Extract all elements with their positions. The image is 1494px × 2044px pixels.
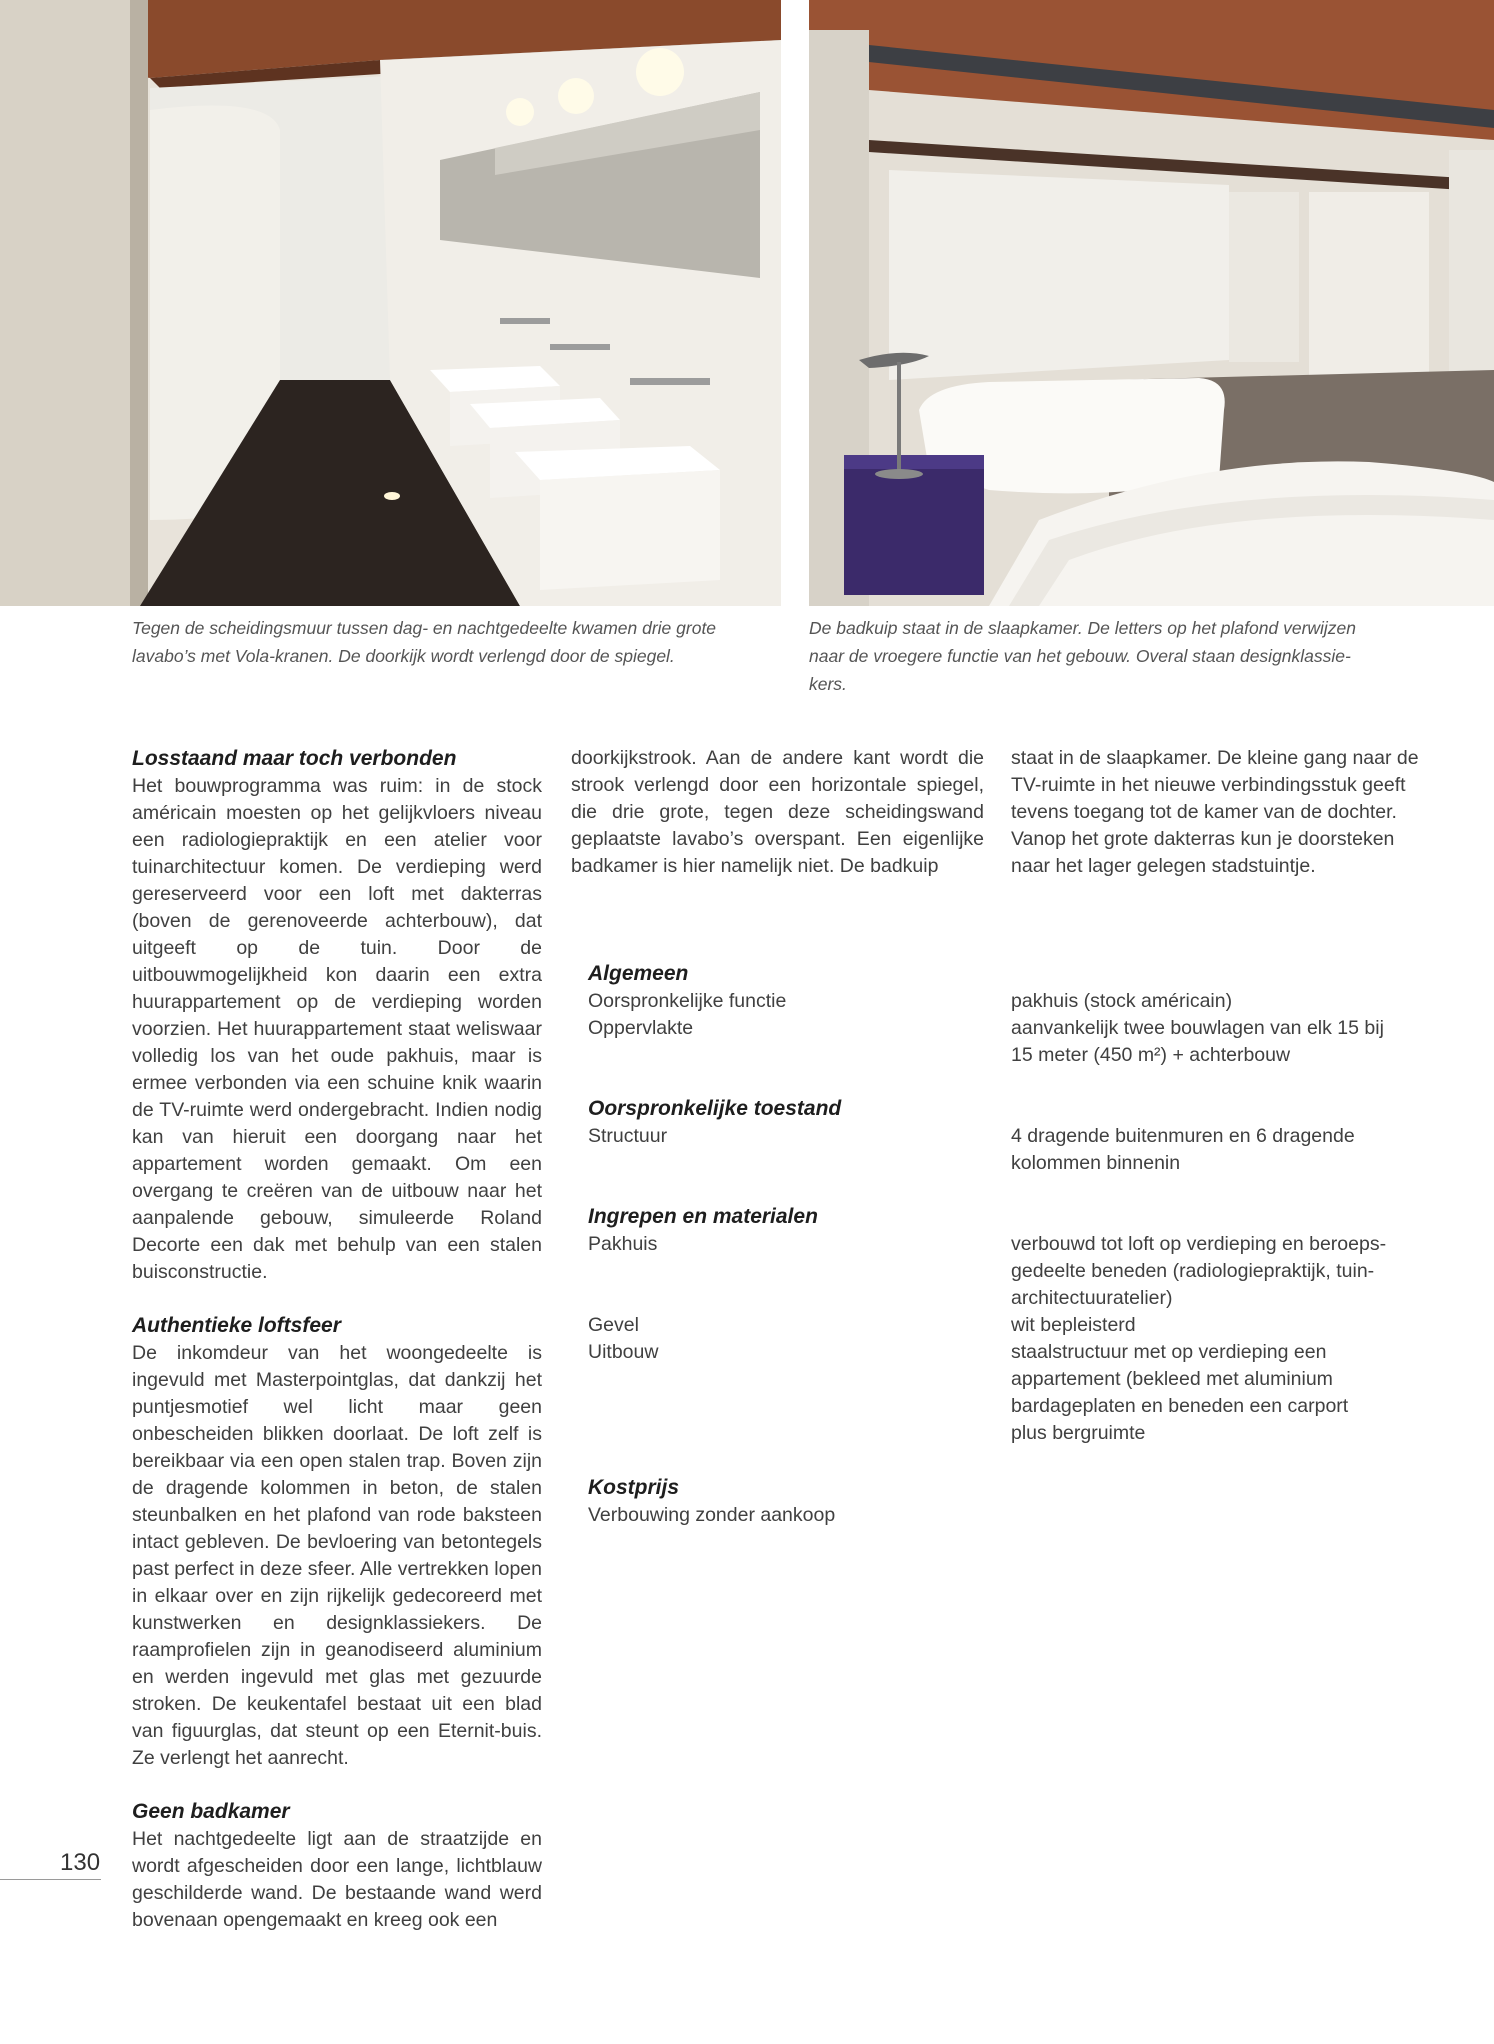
spec-heading-ingrepen: Ingrepen en materialen <box>588 1205 818 1228</box>
spec-heading-algemeen: Algemeen <box>588 962 689 985</box>
spec-kostprijs-labels <box>588 1474 988 1529</box>
spec-value: architectuuratelier) <box>1011 1287 1173 1309</box>
section-heading-loftsfeer: Authentieke loftsfeer <box>132 1314 341 1337</box>
spec-ingrepen-labels <box>588 1203 988 1258</box>
spec-value: appartement (bekleed met aluminium <box>1011 1368 1333 1390</box>
spec-heading-kostprijs: Kostprijs <box>588 1476 680 1499</box>
spec-label: Uitbouw <box>588 1341 659 1363</box>
paragraph-bouwprogramma: Het bouwprogramma was ruim: in de stock américain moesten op het gelijkvloers niveau een radiologiepraktijk en een atelier voor tuinarchitectuur komen. De verdieping werd gereserveerd voor een loft met dakterras (boven de gerenoveerde achterbouw), dat uitgeeft op de tuin. Door de uitbouwmogelijkheid kon daarin een extra huurappartement op de verdieping worden voorzien. Het huurappartement staat weliswaar volledig los van het oude pakhuis, maar is ermee verbonden via een schuine knik waarin de TV-ruimte werd ondergebracht. Indien nodig kan van hieruit een doorgang naar het appartement worden gemaakt. Om een overgang te creëren van de uitbouw naar het aanpalende gebouw, simuleerde Roland Decorte een dak met behulp van een stalen buisconstructie. <box>132 775 542 1283</box>
paragraph-nachtgedeelte: Het nachtgedeelte ligt aan de straatzijde en wordt afgescheiden door een lange, lichtblauw geschilderde wand. De bestaande wand werd bovenaan opengemaakt en kreeg ook een <box>132 1828 542 1931</box>
spec-value: aanvankelijk twee bouwlagen van elk 15 bij <box>1011 1017 1384 1039</box>
spec-value: gedeelte beneden (radiologiepraktijk, tuin- <box>1011 1260 1375 1282</box>
spec-value: 15 meter (450 m²) + achterbouw <box>1011 1044 1291 1066</box>
caption-right-line: De badkuip staat in de slaapkamer. De letters op het plafond verwijzen <box>809 618 1357 638</box>
spec-value: pakhuis (stock américain) <box>1011 990 1233 1012</box>
page-number-rule <box>0 1879 101 1880</box>
spec-label: Oppervlakte <box>588 1017 694 1039</box>
paragraph-slaapkamer: staat in de slaapkamer. De kleine gang naar de TV-ruimte in het nieuwe verbindingsstuk geeft tevens toegang tot de kamer van de dochter. Vanop het grote dakterras kun je doorsteken naar het lager gelegen stadstuintje. <box>1011 747 1419 877</box>
caption-right-line: kers. <box>809 674 847 694</box>
page-number: 130 <box>60 1849 101 1876</box>
caption-right-line: naar de vroegere functie van het gebouw. Overal staan designklassie- <box>809 646 1351 666</box>
photo-bedroom-bathtub <box>809 0 1494 606</box>
article-column-3 <box>1011 745 1423 880</box>
spec-label: Verbouwing zonder aankoop <box>588 1504 836 1526</box>
bedroom-image <box>809 0 1494 606</box>
spec-value: 4 dragende buitenmuren en 6 dragende <box>1011 1125 1355 1147</box>
spec-toestand-values <box>1011 1123 1411 1177</box>
spec-label: Oorspronkelijke functie <box>588 990 787 1012</box>
spec-label: Structuur <box>588 1125 668 1147</box>
spec-label: Pakhuis <box>588 1233 658 1255</box>
section-heading-losstaand: Losstaand maar toch verbonden <box>132 747 457 770</box>
paragraph-doorkijkstrook: doorkijkstrook. Aan de andere kant wordt die strook verlengd door een horizontale spiegel, die drie grote, tegen deze scheidingswand geplaatste lavabo’s overspant. Een eigenlijke badkamer is hier namelijk niet. De badkuip <box>571 747 984 877</box>
spec-value: staalstructuur met op verdieping een <box>1011 1341 1327 1363</box>
spec-heading-toestand: Oorspronkelijke toestand <box>588 1097 842 1120</box>
spec-value: plus bergruimte <box>1011 1422 1146 1444</box>
washbasins-image <box>0 0 781 606</box>
spec-value: kolommen binnenin <box>1011 1152 1181 1174</box>
article-column-2 <box>571 745 984 880</box>
caption-right <box>809 614 1419 698</box>
article-column-1 <box>132 745 542 1934</box>
spec-value: verbouwd tot loft op verdieping en beroeps- <box>1011 1233 1387 1255</box>
spec-label: Gevel <box>588 1314 639 1336</box>
section-heading-geen-badkamer: Geen badkamer <box>132 1800 290 1823</box>
spec-value: bardageplaten en beneden een carport <box>1011 1395 1349 1417</box>
spec-algemeen-labels <box>588 960 988 1042</box>
photo-washbasins <box>0 0 781 606</box>
spec-algemeen-values <box>1011 988 1411 1069</box>
caption-left: Tegen de scheidingsmuur tussen dag- en nachtgedeelte kwamen drie grote lavabo’s met Vola-kranen. De doorkijk wordt verlengd door de spiegel. <box>132 618 717 666</box>
spec-ingrepen-labels-bottom <box>588 1312 988 1366</box>
spec-ingrepen-values <box>1011 1231 1411 1447</box>
spec-value: wit bepleisterd <box>1011 1314 1136 1336</box>
paragraph-loftsfeer: De inkomdeur van het woongedeelte is ingevuld met Masterpointglas, dat dankzij het puntjesmotief wel licht maar geen onbescheiden blikken doorlaat. De loft zelf is bereikbaar via een open stalen trap. Boven zijn de dragende kolommen in beton, de stalen steunbalken en het plafond van rode baksteen intact gebleven. De bevloering van betontegels past perfect in deze sfeer. Alle vertrekken lopen in elkaar over en zijn rijkelijk gedecoreerd met kunstwerken en designklassiekers. De raamprofielen zijn in geanodiseerd aluminium en werden ingevuld met glas met gezuurde stroken. De keukentafel bestaat uit een blad van figuurglas, dat steunt op een Eternit-buis. Ze verlengt het aanrecht. <box>132 1342 542 1769</box>
spec-toestand-labels <box>588 1095 988 1150</box>
